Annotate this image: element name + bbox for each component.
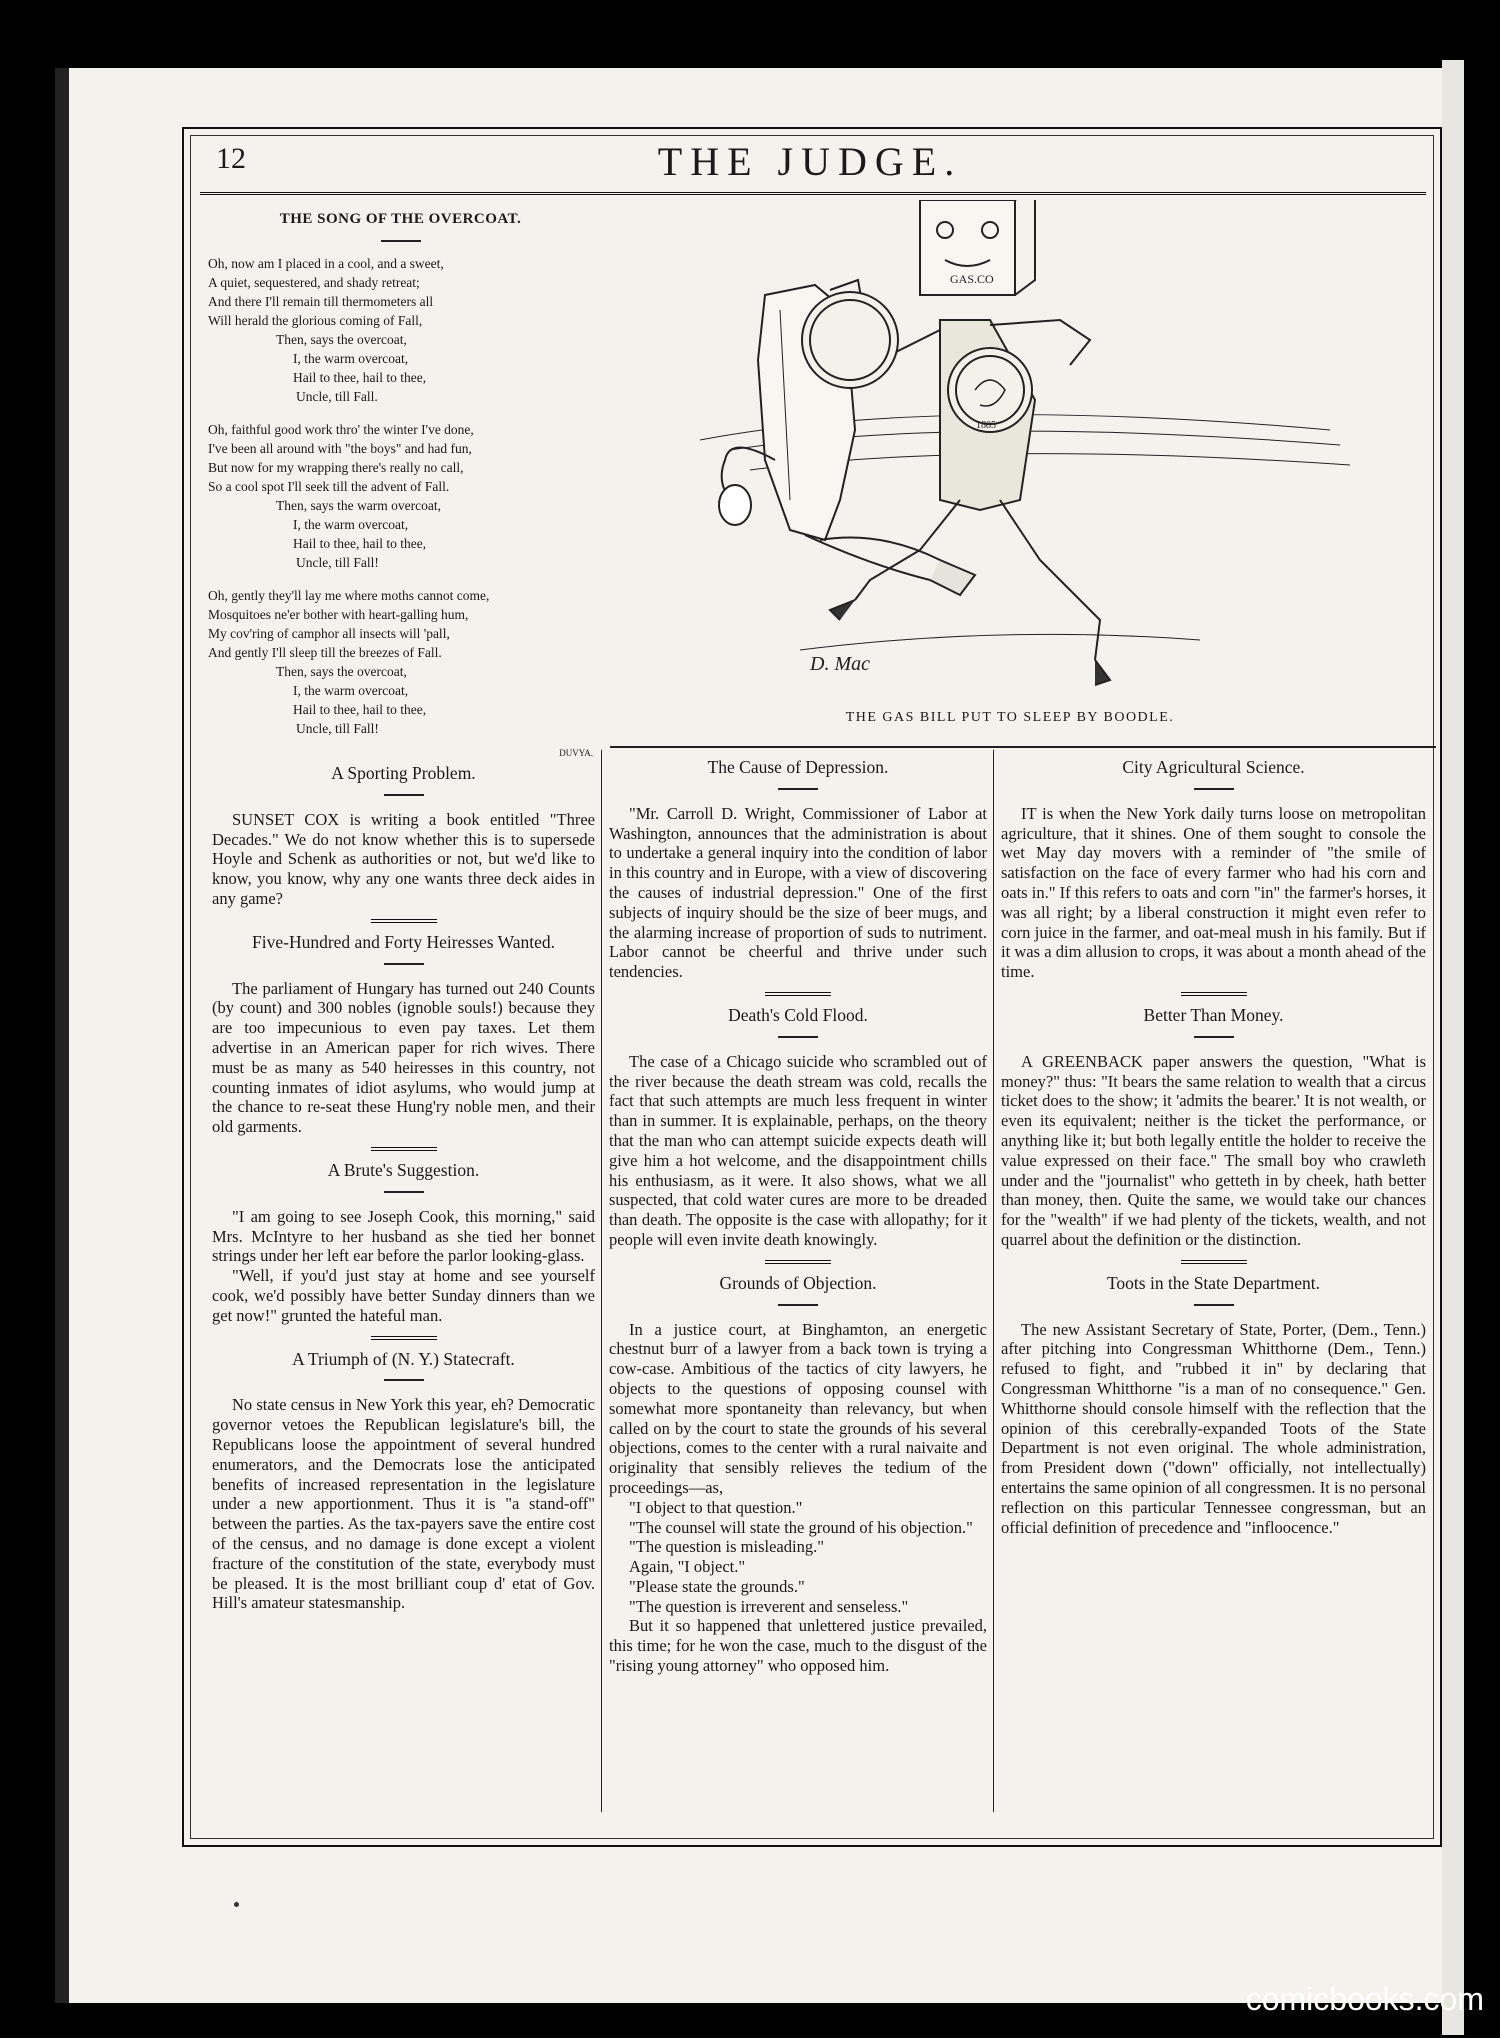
poem-line: Hail to thee, hail to thee, xyxy=(293,369,427,385)
article-paragraph: In a justice court, at Binghamton, an energetic chestnut burr of a lawyer from a back town is trying a cow-case. Ambitious of the tactics of city lawyers, he objects to the questions of opposing counsel with somewhat more spontaneity than relevancy, but when called on by the court to state the grounds of his several objections, comes to the center with a rural naivaite and originality that sensibly relieves the tedium of the proceedings—as, xyxy=(609,1319,987,1497)
poem-line: Uncle, till Fall! xyxy=(296,554,379,570)
heading-dash xyxy=(778,788,818,790)
article-separator xyxy=(1181,992,1247,996)
poem-title: THE SONG OF THE OVERCOAT. xyxy=(279,211,522,227)
poem-line: I, the warm overcoat, xyxy=(293,682,409,698)
article-paragraph: The case of a Chicago suicide who scrambled out of the river because the death stream was cold, recalls the fact that such attempts are much less frequent in winter than in summer. It is explainable, perhaps, on the theory that the man who can attempt suicide expects death will give him a hot welcome, and the disappointment chills his enthusiasm, as it were. It also shows, what we all suspected, that cold water cures are more to be dreaded than death. The opposite is the case with allopathy; for it people will even invite death knowingly. xyxy=(609,1051,987,1249)
heading-dash xyxy=(384,794,424,796)
masthead-title: THE JUDGE. xyxy=(657,139,963,184)
article-paragraph: The new Assistant Secretary of State, Porter, (Dem., Tenn.) after pitching into Congressman Whitthorne (Dem., Tenn.) refused to fight, and "rubbed it in" by declaring that Congressman Whitthorne "is a man of no consequence." Gen. Whitthorne should console himself with the reflection that the opinion of this cerebrally-expanded Toots of the State Department is not even original. The whole administration, from President down ("down" officially, not intellectually) entertains the same opinion of all congressmen. It is no personal reflection on this particular Tennessee congressman, but an official definition of precedence and "infloocence." xyxy=(1001,1319,1426,1537)
section-rule xyxy=(610,746,1436,748)
heading-dash xyxy=(384,1191,424,1193)
poem-stanza xyxy=(208,420,593,572)
cartoon-caption: THE GAS BILL PUT TO SLEEP BY BOODLE. xyxy=(845,710,1175,725)
article-heading: A Triumph of (N. Y.) Statecraft. xyxy=(292,1348,515,1369)
page-gutter xyxy=(55,68,69,2003)
poem xyxy=(208,210,593,764)
article-heading: Five-Hundred and Forty Heiresses Wanted. xyxy=(252,931,555,952)
heading-dash xyxy=(778,1304,818,1306)
article-heading: Grounds of Objection. xyxy=(719,1272,877,1293)
article-paragraph: The parliament of Hungary has turned out 240 Counts (by count) and 300 nobles (ignoble souls!) because they are too impecunious to even pay taxes. Let them advertise in an American paper for rich wives. There must be as many as 540 heiresses in this country, not counting inmates of idiot asylums, who would jump at the chance to re-seat these Hung'ry noble men, and their old garments. xyxy=(212,978,595,1137)
poem-stanza xyxy=(208,586,593,738)
article-paragraph: "The question is misleading." xyxy=(629,1537,824,1557)
poem-line: Then, says the overcoat, xyxy=(276,331,407,347)
cartoon-illustration xyxy=(640,200,1380,700)
article-separator xyxy=(1181,1260,1247,1264)
masthead-rule xyxy=(200,192,1426,195)
column-3 xyxy=(1001,756,1426,1537)
poem-line: I've been all around with "the boys" and had fun, xyxy=(208,440,472,456)
coin-year: 1885 xyxy=(976,420,996,431)
article-paragraph: Again, "I object." xyxy=(629,1557,746,1577)
article-paragraph: "The counsel will state the ground of his objection." xyxy=(629,1517,973,1537)
article-heading: A Brute's Suggestion. xyxy=(327,1159,480,1180)
poem-stanzas xyxy=(208,254,593,738)
article-separator xyxy=(371,1147,437,1151)
column-rule xyxy=(601,750,602,1812)
article-separator xyxy=(765,992,831,996)
poem-line: Uncle, till Fall! xyxy=(296,720,379,736)
column-1 xyxy=(212,762,595,1613)
poem-line: Hail to thee, hail to thee, xyxy=(293,701,427,717)
article-separator xyxy=(371,919,437,923)
article-heading: The Cause of Depression. xyxy=(707,757,889,777)
heading-dash xyxy=(778,1036,818,1038)
heading-dash xyxy=(1194,1304,1234,1306)
box-label: GAS.CO xyxy=(950,272,994,286)
heading-dash xyxy=(384,1379,424,1381)
speck xyxy=(234,1902,239,1907)
poem-line: So a cool spot I'll seek till the advent of Fall. xyxy=(208,478,450,494)
poem-line: Oh, faithful good work thro' the winter I've done, xyxy=(208,421,474,437)
poem-line: I, the warm overcoat, xyxy=(293,516,409,532)
poem-line: And there I'll remain till thermometers all xyxy=(208,293,434,309)
heading-dash xyxy=(1194,788,1234,790)
watermark: comicbooks.com xyxy=(1245,1981,1484,2017)
poem-line: Then, says the warm overcoat, xyxy=(276,497,441,513)
column-2 xyxy=(609,756,987,1676)
poem-line: Oh, now am I placed in a cool, and a sweet, xyxy=(208,255,444,271)
article-heading: Death's Cold Flood. xyxy=(728,1004,868,1025)
poem-line: Uncle, till Fall. xyxy=(296,388,378,404)
poem-line: I, the warm overcoat, xyxy=(293,350,409,366)
article-paragraph: But it so happened that unlettered justice prevailed, this time; for he won the case, much to the disgust of the "rising young attorney" who opposed him. xyxy=(609,1616,987,1676)
heading-dash xyxy=(1194,1036,1234,1038)
article-heading: Toots in the State Department. xyxy=(1106,1272,1321,1293)
poem-line: Oh, gently they'll lay me where moths cannot come, xyxy=(208,587,490,603)
article-paragraph: "I am going to see Joseph Cook, this morning," said Mrs. McIntyre to her husband as she tied her bonnet strings under her left ear before the parlor looking-glass. xyxy=(212,1206,595,1266)
page-number: 12 xyxy=(216,142,246,175)
artist-signature: D. Mac xyxy=(810,653,870,675)
poem-stanza xyxy=(208,254,593,406)
article-separator xyxy=(765,1260,831,1264)
poem-line: And gently I'll sleep till the breezes of Fall. xyxy=(208,644,442,660)
poem-line: Mosquitoes ne'er bother with heart-galling hum, xyxy=(208,606,469,622)
page-edge xyxy=(1442,60,1464,2035)
poem-line: My cov'ring of camphor all insects will 'pall, xyxy=(208,625,450,641)
article-paragraph: "Mr. Carroll D. Wright, Commissioner of Labor at Washington, announces that the administration is about to undertake a general inquiry into the condition of labor in this country and in Europe, with a view of discovering the causes of industrial depression." One of the first subjects of inquiry should be the size of beer mugs, and the alarming increase of proportion of suds to nutriment. Labor cannot be cheerful and thrive under such tendencies. xyxy=(609,803,987,982)
article-heading: Better Than Money. xyxy=(1143,1004,1284,1025)
article-paragraph: "Please state the grounds." xyxy=(629,1576,805,1596)
article-heading: A Sporting Problem. xyxy=(331,763,476,783)
article-heading: City Agricultural Science. xyxy=(1122,757,1305,777)
article-paragraph: A GREENBACK paper answers the question, "What is money?" thus: "It bears the same relation to wealth that a circus ticket does to the show; it 'admits the bearer.' It is not wealth, or even its equivalent; neither is the ticket the performance, or anything like it; but both legally entitle the holder to receive the value expressed on their face." The small boy who crawleth under and the "journalist" who getteth in by cheek, hath better than money, then. Quite the same, we would take our chances for the "wealth" if we had plenty of the tickets, wealth, and not quarrel about the definition or the distinction. xyxy=(1001,1051,1426,1249)
article-paragraph: No state census in New York this year, eh? Democratic governor vetoes the Republican legislature's bill, the Republicans loose the appointment of several hundred enumerators, and the Democrats lose the anticipated benefits of increased representation in the legislature under a new apportionment. Thus it is "a stand-off" between the parties. As the tax-payers save the entire cost of the census, and no damage is done except a violent fracture of the constitution of the state, everybody must be pleased. It is the most brilliant coup d' etat of Gov. Hill's amateur statesmanship. xyxy=(212,1395,595,1613)
heading-dash xyxy=(384,963,424,965)
column-rule xyxy=(993,750,994,1812)
poem-line: Hail to thee, hail to thee, xyxy=(293,535,427,551)
article-paragraph: "I object to that question." xyxy=(629,1497,803,1517)
cartoon-drawing xyxy=(640,200,1380,700)
article-paragraph: IT is when the New York daily turns loose on metropolitan agriculture, that it shines. One of them sought to console the wet May day movers with a reminder of "the smile of satisfaction on the face of every farmer who had his corn and oats in." If this refers to oats and corn "in" the farmer's horses, it was all right; by a liberal construction it might even refer to corn juice in the farmer, and oat-meal mush in his family. But if it was a dim allusion to crops, it was about a month ahead of the time. xyxy=(1001,803,1426,982)
article-separator xyxy=(371,1336,437,1340)
divider xyxy=(381,240,421,242)
poem-line: A quiet, sequestered, and shady retreat; xyxy=(208,274,420,290)
article-paragraph: SUNSET COX is writing a book entitled "Three Decades." We do not know whether this is to supersede Hoyle and Schenk as authorities or not, but we'd like to know, you know, why any one wants three deck aides in any game? xyxy=(212,809,595,908)
poem-line: Will herald the glorious coming of Fall, xyxy=(208,312,423,328)
poem-signature: DUVYA. xyxy=(559,747,593,758)
article-paragraph: "Well, if you'd just stay at home and see yourself cook, we'd possibly have better Sunday dinners than we get now!" grunted the hateful man. xyxy=(212,1266,595,1325)
article-paragraph: "The question is irreverent and senseless." xyxy=(629,1596,909,1616)
poem-line: But now for my wrapping there's really no call, xyxy=(208,459,464,475)
poem-line: Then, says the overcoat, xyxy=(276,663,407,679)
